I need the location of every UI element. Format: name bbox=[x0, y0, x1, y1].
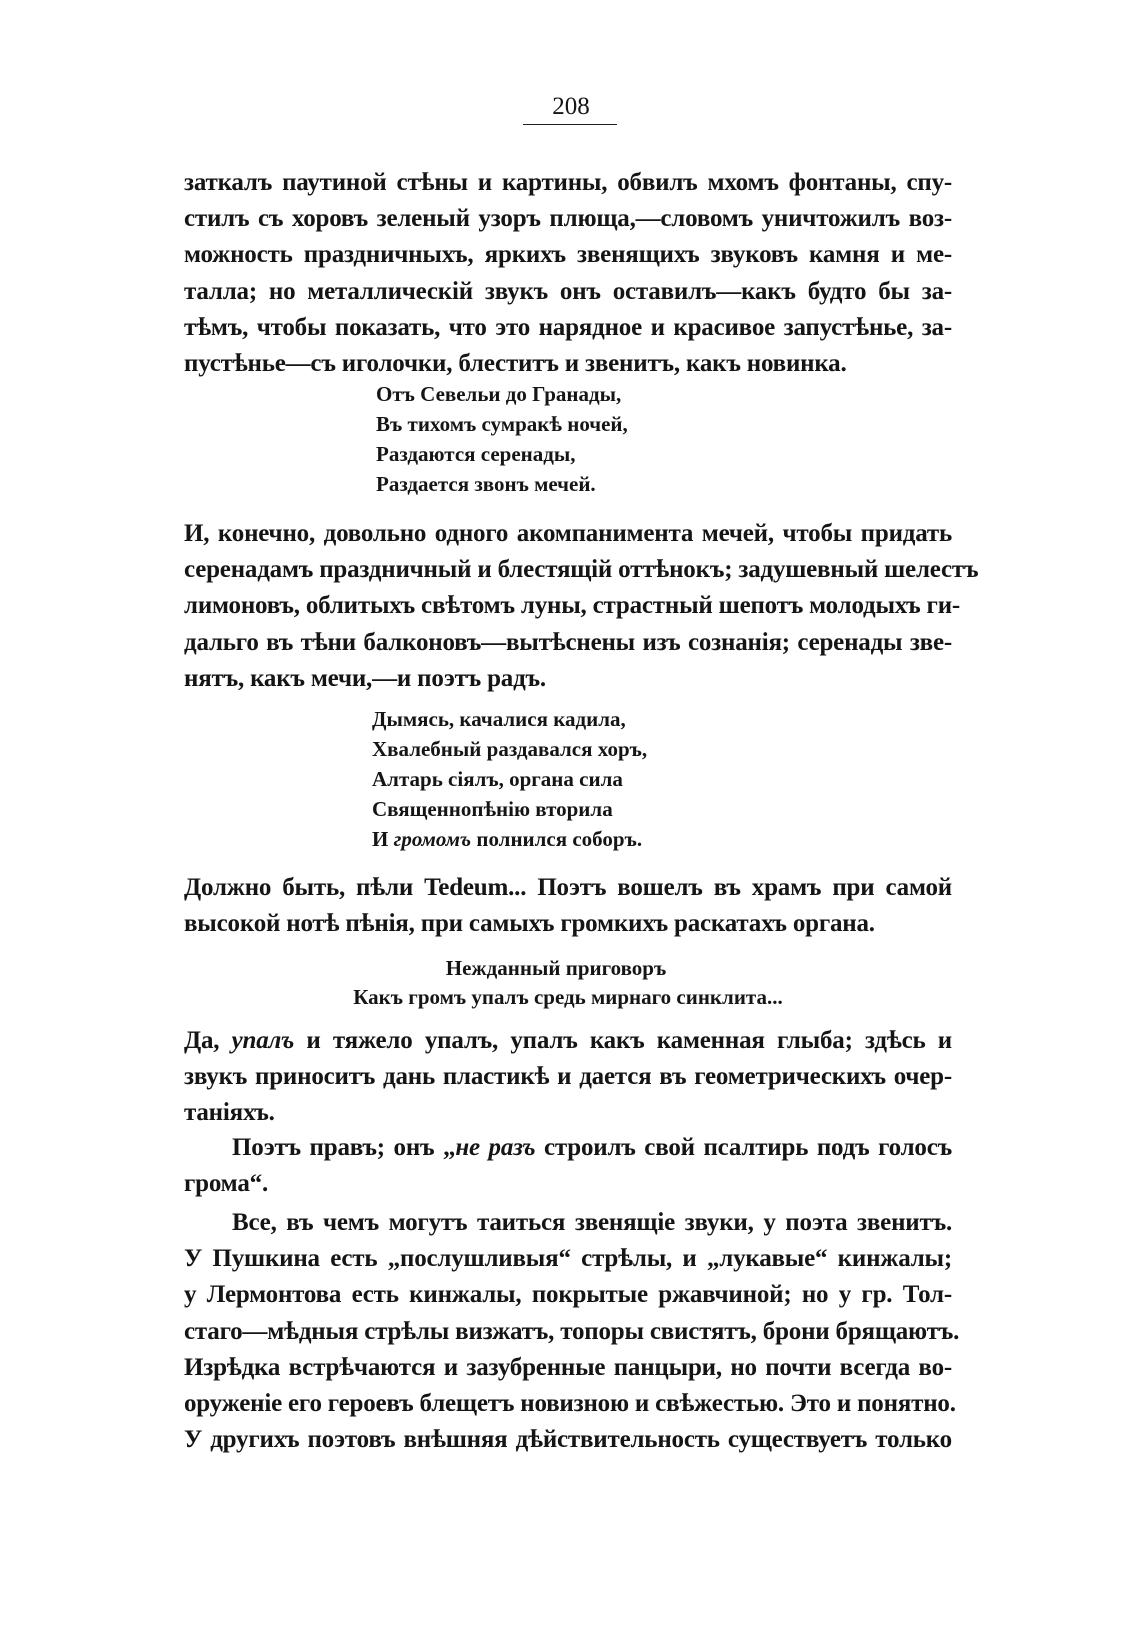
page-number: 208 bbox=[552, 93, 590, 120]
poem-quote-2 bbox=[372, 704, 792, 854]
text-line: таніяхъ. bbox=[184, 1099, 275, 1127]
poem-line: Хвалебный раздавался хоръ, bbox=[372, 737, 648, 761]
poem-line: Раздаются серенады, bbox=[376, 442, 576, 466]
text-line: пустѣнье—съ иголочки, блеститъ и звенитъ, какъ новинка. bbox=[184, 349, 847, 377]
text-run: И bbox=[372, 827, 394, 851]
text-line: дальго въ тѣни балконовъ—вытѣснены изъ сознанія; серенады зве- bbox=[184, 628, 952, 656]
text-line: можность праздничныхъ, яркихъ звенящихъ звуковъ камня и ме- bbox=[184, 241, 952, 269]
text-line: Изрѣдка встрѣчаются и зазубренные панцыри, но почти всегда во- bbox=[184, 1353, 952, 1381]
poem-line: Алтарь сіялъ, органа сила bbox=[372, 767, 623, 791]
text-line: стилъ съ хоровъ зеленый узоръ плюща,—словомъ уничтожилъ воз- bbox=[184, 205, 952, 233]
poem-line: Нежданный приговоръ bbox=[445, 956, 667, 980]
text-line: оруженіе его героевъ блещетъ новизною и свѣжестью. Это и понятно. bbox=[184, 1389, 956, 1417]
poem-line bbox=[372, 824, 792, 854]
text-line: высокой нотѣ пѣнія, при самыхъ громкихъ раскатахъ органа. bbox=[184, 910, 875, 938]
text-line: У другихъ поэтовъ внѣшняя дѣйствительность существуетъ только bbox=[184, 1426, 952, 1454]
text-line: талла; но металлическій звукъ онъ оставилъ—какъ будто бы за- bbox=[184, 277, 952, 305]
page-number-rule bbox=[523, 124, 617, 125]
text-line: У Пушкина есть „послушливыя“ стрѣлы, и „лукавые“ кинжалы; bbox=[184, 1245, 952, 1273]
text-line: грома“. bbox=[184, 1170, 268, 1198]
text-line bbox=[184, 1130, 952, 1166]
text-line: звукъ приноситъ дань пластикѣ и дается въ геометрическихъ очер- bbox=[184, 1063, 952, 1091]
poem-line: Какъ громъ упалъ средь мирнаго синклита... bbox=[353, 985, 783, 1009]
poem-line: Дымясь, качалися кадила, bbox=[372, 707, 626, 731]
text-line: Должно быть, пѣли Tedeum... Поэтъ вошелъ въ храмъ при самой bbox=[184, 874, 952, 901]
text-run: строилъ свой псалтирь подъ голосъ bbox=[535, 1134, 952, 1161]
poem-line: Раздается звонъ мечей. bbox=[376, 472, 596, 496]
text-run: Да, bbox=[184, 1027, 232, 1054]
text-line: Все, въ чемъ могутъ таиться звенящіе звуки, у поэта звенитъ. bbox=[232, 1209, 952, 1236]
text-run: и тяжело упалъ, упалъ какъ каменная глыба; здѣсь и bbox=[294, 1027, 952, 1054]
text-line bbox=[184, 1023, 952, 1059]
text-run: Поэтъ правъ; онъ „ bbox=[232, 1134, 456, 1161]
text-line: нятъ, какъ мечи,—и поэтъ радъ. bbox=[184, 664, 546, 692]
poem-line: Священнопѣнію вторила bbox=[372, 797, 613, 821]
text-line: у Лермонтова есть кинжалы, покрытые ржавчиной; но у гр. Тол- bbox=[184, 1281, 952, 1309]
paragraph-4 bbox=[184, 1023, 952, 1132]
poem-line: Въ тихомъ сумракѣ ночей, bbox=[376, 412, 628, 436]
poem-line: Отъ Севельи до Гранады, bbox=[376, 382, 622, 406]
poem-quote-3 bbox=[184, 954, 952, 1012]
poem-quote-1 bbox=[376, 379, 776, 499]
italic-text-run: упалъ bbox=[231, 1027, 295, 1054]
paragraph-6 bbox=[184, 1205, 960, 1458]
paragraph-2 bbox=[184, 516, 979, 697]
text-line: серенадамъ праздничный и блестящій оттѣнокъ; задушевный шелестъ bbox=[184, 556, 979, 584]
text-line: тѣмъ, чтобы показать, что это нарядное и красивое запустѣнье, за- bbox=[184, 313, 952, 341]
italic-text-run: громомъ bbox=[393, 827, 472, 851]
paragraph-1 bbox=[184, 165, 952, 382]
text-line: И, конечно, довольно одного акомпанимента мечей, чтобы придать bbox=[184, 520, 952, 547]
italic-text-run: не разъ bbox=[455, 1134, 536, 1161]
text-line: заткалъ паутиной стѣны и картины, обвилъ мхомъ фонтаны, спу- bbox=[184, 169, 952, 196]
paragraph-5 bbox=[184, 1130, 952, 1202]
paragraph-3 bbox=[184, 870, 952, 942]
text-line: стаго—мѣдныя стрѣлы визжатъ, топоры свистятъ, брони брящаютъ. bbox=[184, 1317, 960, 1345]
text-line: лимоновъ, облитыхъ свѣтомъ луны, страстный шепотъ молодыхъ ги- bbox=[184, 592, 961, 620]
text-run: полнился соборъ. bbox=[471, 827, 643, 851]
